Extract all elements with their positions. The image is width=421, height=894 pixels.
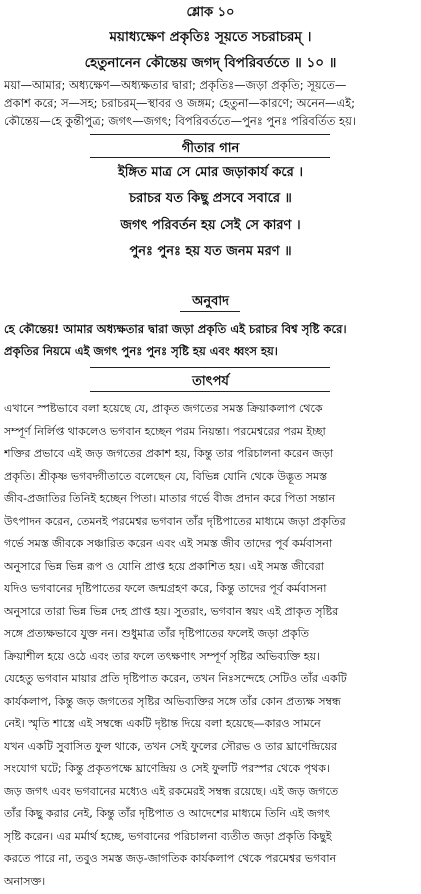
purport-line: সঙ্গে প্রত্যক্ষভাবে যুক্ত নন। শুধুমাত্র তাঁর দৃষ্টিপাতের ফলেই জড়া প্রকৃতি [4,627,310,640]
song-line-1 [0,163,421,184]
synonyms-line: প্রকাশ করে; স—সহ; চরাচরম্—স্থাবর ও জঙ্গম; হেতুনা—কারণে; অনেন—এই; [4,96,356,110]
song-line-2 [0,189,421,210]
purport-line: করতে পারে না, তবুও সমস্ত জড়-জাগতিক কার্যকলাপ থেকে পরমেশ্বর ভগবান [4,852,337,865]
purport-line: অনুসারে ভিন্ন ভিন্ন রূপ ও যোনি প্রাপ্ত হয়ে প্রকাশিত হয়। এই সমস্ত জীবেরা [4,559,324,573]
translation-line: হে কৌন্তেয়! আমার অধ্যক্ষতার দ্বারা জড়া প্রকৃতি এই চরাচর বিশ্ব সৃষ্টি করে। [4,322,347,336]
synonyms-block [4,76,417,134]
divider [90,134,330,135]
song-line-4 [0,242,421,263]
translation-block [4,318,417,362]
purport-line: শক্তির প্রভাবে এই জড় জগতের প্রকাশ হয়, কিন্তু তার পরিচালনা করেন জড়া [4,447,334,460]
divider [180,311,240,312]
song-heading: গীতার গান [181,141,240,156]
translation-line: প্রকৃতির নিয়মে এই জগৎ পুনঃ পুনঃ সৃষ্টি হয় এবং ধ্বংস হয়। [4,344,278,358]
purport-line: অনাসক্ত। [4,874,46,888]
sloka-line-1: ময়াধ্যক্ষেণ প্রকৃতিঃ সূয়তে সচরাচরম্ । [109,29,312,45]
purport-line: তাঁর কিছু করার নেই, কিন্তু তাঁর দৃষ্টিপাত ও আদেশের মাধ্যমে তিনি এই জগৎ [4,807,330,820]
sloka-line-2: হেতুনানেন কৌন্তেয় জগদ্ বিপরিবর্ততে ॥ ১০ ॥ [84,55,337,71]
purport-line: গর্ভে সমস্ত জীবকে সঞ্চারিত করেন এবং এই সমস্ত জীব তাদের পূর্ব কর্মবাসনা [4,537,333,550]
purport-line: অনুসারে তারা ভিন্ন ভিন্ন দেহ প্রাপ্ত হয়। সুতরাং, ভগবান স্বয়ং এই প্রাকৃত সৃষ্টির [4,604,339,618]
synonyms-line: কৌন্তেয়—হে কুন্তীপুত্র; জগৎ—জগৎ; বিপরিবর্ততে—পুনঃ পুনঃ পরিবর্তিত হয়। [4,114,356,128]
song-text: পুনঃ পুনঃ হয় যত জনম মরণ ॥ [129,244,292,259]
purport-line: নেই। স্মৃতি শাস্ত্রে এই সম্বন্ধে একটি দৃষ্টান্ত দিয়ে বলা হয়েছে—কারও সামনে [4,717,321,730]
purport-line: প্রকৃতি। শ্রীকৃষ্ণ ভগবদ্গীতাতে বলেছেন যে, বিভিন্ন যোনি থেকে উদ্ভূত সমস্ত [4,469,328,483]
purport-line: এখানে স্পষ্টভাবে বলা হয়েছে যে, প্রাকৃত জগতের সমস্ত ক্রিয়াকলাপ থেকে [4,402,323,415]
translation-heading: অনুবাদ [192,294,229,309]
purport-line: কার্যকলাপ, কিন্তু জড় জগতের সৃষ্টির অভিব্যক্তির সঙ্গে তাঁর কোন প্রত্যক্ষ সম্বন্ধ [4,694,341,708]
song-text: ইঙ্গিত মাত্র সে মোর জড়াকার্য করে । [118,165,303,180]
purport-line: উৎপাদন করেন, তেমনই পরমেশ্বর ভগবান তাঁর দৃষ্টিপাতের মাধ্যমে জড়া প্রকৃতির [4,514,346,528]
purport-line: সম্পূর্ণ নির্লিপ্ত থাকলেও ভগবান হচ্ছেন পরম নিয়ন্তা। পরমেশ্বরের পরম ইচ্ছা [4,424,326,438]
divider [90,391,330,392]
purport-heading: তাৎপর্য [192,374,229,389]
purport-line: জড় জগৎ এবং ভগবানের মধ্যেও এই রকমেরই সম্বন্ধ রয়েছে। এই জড় জগতে [4,784,339,798]
divider [90,367,330,368]
synonyms-line: ময়া—আমার; অধ্যক্ষেণ—অধ্যক্ষতার দ্বারা; প্রকৃতিঃ—জড়া প্রকৃতি; সূয়তে— [4,78,347,92]
verse-heading: শ্লোক ১০ [186,5,235,20]
purport-line: যখন একটি সুবাসিত ফুল থাকে, তখন সেই ফুলের সৌরভ ও তার ঘ্রাণেন্দ্রিয়ের [4,739,338,753]
purport-line: যদিও ভগবানের দৃষ্টিপাতের ফলে জন্মগ্রহণ করে, কিন্তু তাদের পূর্ব কর্মবাসনা [4,582,327,595]
divider [90,157,330,158]
song-text: জগৎ পরিবর্তন হয় সেই সে কারণ । [120,218,301,233]
purport-line: যেহেতু ভগবান মায়ার প্রতি দৃষ্টিপাত করেন, তখন নিঃসন্দেহে সেটিও তাঁর একটি [4,672,347,685]
purport-block [4,398,417,893]
purport-line: সংযোগ ঘটে; কিন্তু প্রকৃতপক্ষে ঘ্রাণেন্দ্রিয় ও সেই ফুলটি পরস্পর থেকে পৃথক। [4,762,330,775]
song-text: চরাচর যত কিছু প্রসবে সবারে ॥ [129,191,292,206]
purport-line: সৃষ্টি করেন। এর মর্মার্থ হচ্ছে, ভগবানের পরিচালনা ব্যতীত জড়া প্রকৃতি কিছুই [4,829,332,843]
purport-line: জীব-প্রজাতির তিনিই হচ্ছেন পিতা। মাতার গর্ভে বীজ প্রদান করে পিতা সন্তান [4,492,336,505]
purport-line: ক্রিয়াশীল হয়ে ওঠে এবং তার ফলে তৎক্ষণাৎ সম্পূর্ণ সৃষ্টির অভিব্যক্তি হয়। [4,649,320,663]
song-line-3 [0,216,421,237]
